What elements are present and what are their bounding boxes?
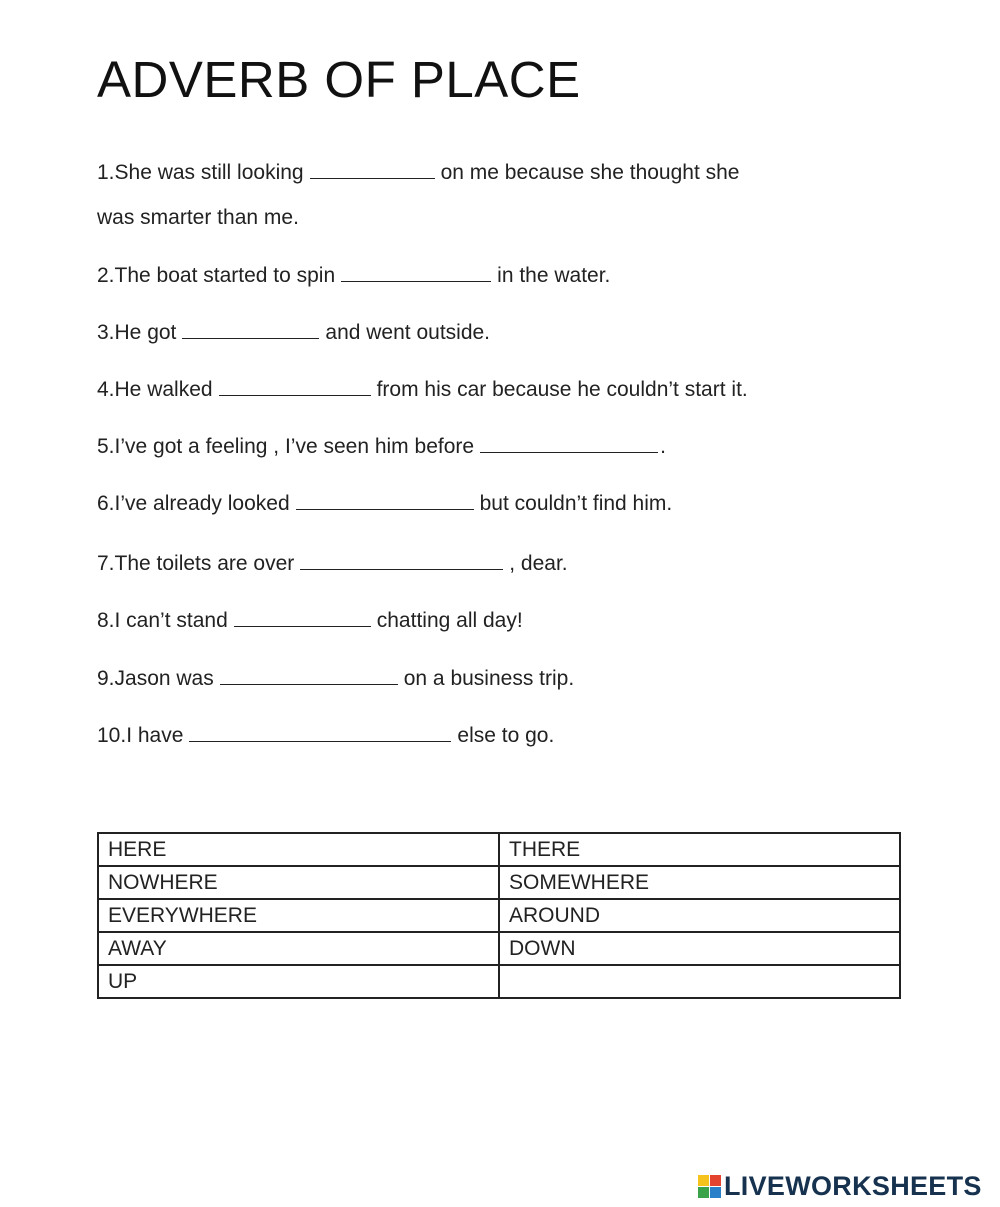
question-1-continued xyxy=(97,205,299,231)
question-10 xyxy=(97,723,554,749)
question-text: in the water. xyxy=(497,264,611,287)
answer-blank-10[interactable] xyxy=(189,723,451,742)
question-text: 2.The boat started to spin xyxy=(97,264,336,287)
logo-text: LIVEWORKSHEETS xyxy=(724,1170,982,1201)
question-text: 6.I’ve already looked xyxy=(97,492,290,515)
word-bank-cell xyxy=(499,965,900,998)
question-text: 4.He walked xyxy=(97,378,213,401)
word-bank-table xyxy=(97,832,901,999)
question-text: was smarter than me. xyxy=(97,206,299,229)
logo-square xyxy=(710,1175,721,1186)
question-7 xyxy=(97,551,568,577)
question-1 xyxy=(97,160,740,186)
answer-blank-4[interactable] xyxy=(219,377,371,396)
question-text: on me because she thought she xyxy=(440,161,740,184)
answer-blank-7[interactable] xyxy=(300,551,503,570)
answer-blank-2[interactable] xyxy=(341,263,491,282)
logo-mark-icon xyxy=(698,1175,721,1198)
question-text: from his car because he couldn’t start it. xyxy=(376,378,748,401)
logo-square xyxy=(710,1187,721,1198)
question-text: 8.I can’t stand xyxy=(97,609,228,632)
word-bank-cell: AROUND xyxy=(499,899,900,932)
liveworksheets-logo xyxy=(698,1168,982,1204)
worksheet-title: ADVERB OF PLACE xyxy=(97,51,581,108)
word-bank-cell: SOMEWHERE xyxy=(499,866,900,899)
word-bank-cell: THERE xyxy=(499,833,900,866)
question-text: . xyxy=(660,435,666,458)
question-text: 1.She was still looking xyxy=(97,161,304,184)
question-text: chatting all day! xyxy=(376,609,523,632)
word-bank-cell: DOWN xyxy=(499,932,900,965)
question-text: 5.I’ve got a feeling , I’ve seen him before xyxy=(97,435,475,458)
word-bank-row xyxy=(98,833,900,866)
question-8 xyxy=(97,608,523,634)
word-bank-row xyxy=(98,965,900,998)
question-4 xyxy=(97,377,748,403)
answer-blank-8[interactable] xyxy=(234,608,371,627)
answer-blank-1[interactable] xyxy=(310,160,435,179)
answer-blank-5[interactable] xyxy=(480,434,658,453)
word-bank-cell: AWAY xyxy=(98,932,499,965)
logo-square xyxy=(698,1175,709,1186)
answer-blank-9[interactable] xyxy=(220,666,398,685)
word-bank-row xyxy=(98,899,900,932)
question-6 xyxy=(97,491,672,517)
question-2 xyxy=(97,263,610,289)
question-text: 7.The toilets are over xyxy=(97,552,295,575)
answer-blank-6[interactable] xyxy=(296,491,474,510)
logo-square xyxy=(698,1187,709,1198)
question-text: 3.He got xyxy=(97,321,177,344)
question-3 xyxy=(97,320,490,346)
question-text: , dear. xyxy=(509,552,568,575)
question-5 xyxy=(97,434,666,460)
word-bank-row xyxy=(98,866,900,899)
word-bank-cell: UP xyxy=(98,965,499,998)
answer-blank-3[interactable] xyxy=(182,320,319,339)
question-text: 10.I have xyxy=(97,724,184,747)
word-bank-row xyxy=(98,932,900,965)
question-9 xyxy=(97,666,574,692)
word-bank-cell: EVERYWHERE xyxy=(98,899,499,932)
question-text: 9.Jason was xyxy=(97,667,214,690)
word-bank-cell: HERE xyxy=(98,833,499,866)
question-text: but couldn’t find him. xyxy=(479,492,673,515)
question-text: on a business trip. xyxy=(403,667,575,690)
question-text: and went outside. xyxy=(325,321,491,344)
word-bank-cell: NOWHERE xyxy=(98,866,499,899)
question-text: else to go. xyxy=(457,724,555,747)
